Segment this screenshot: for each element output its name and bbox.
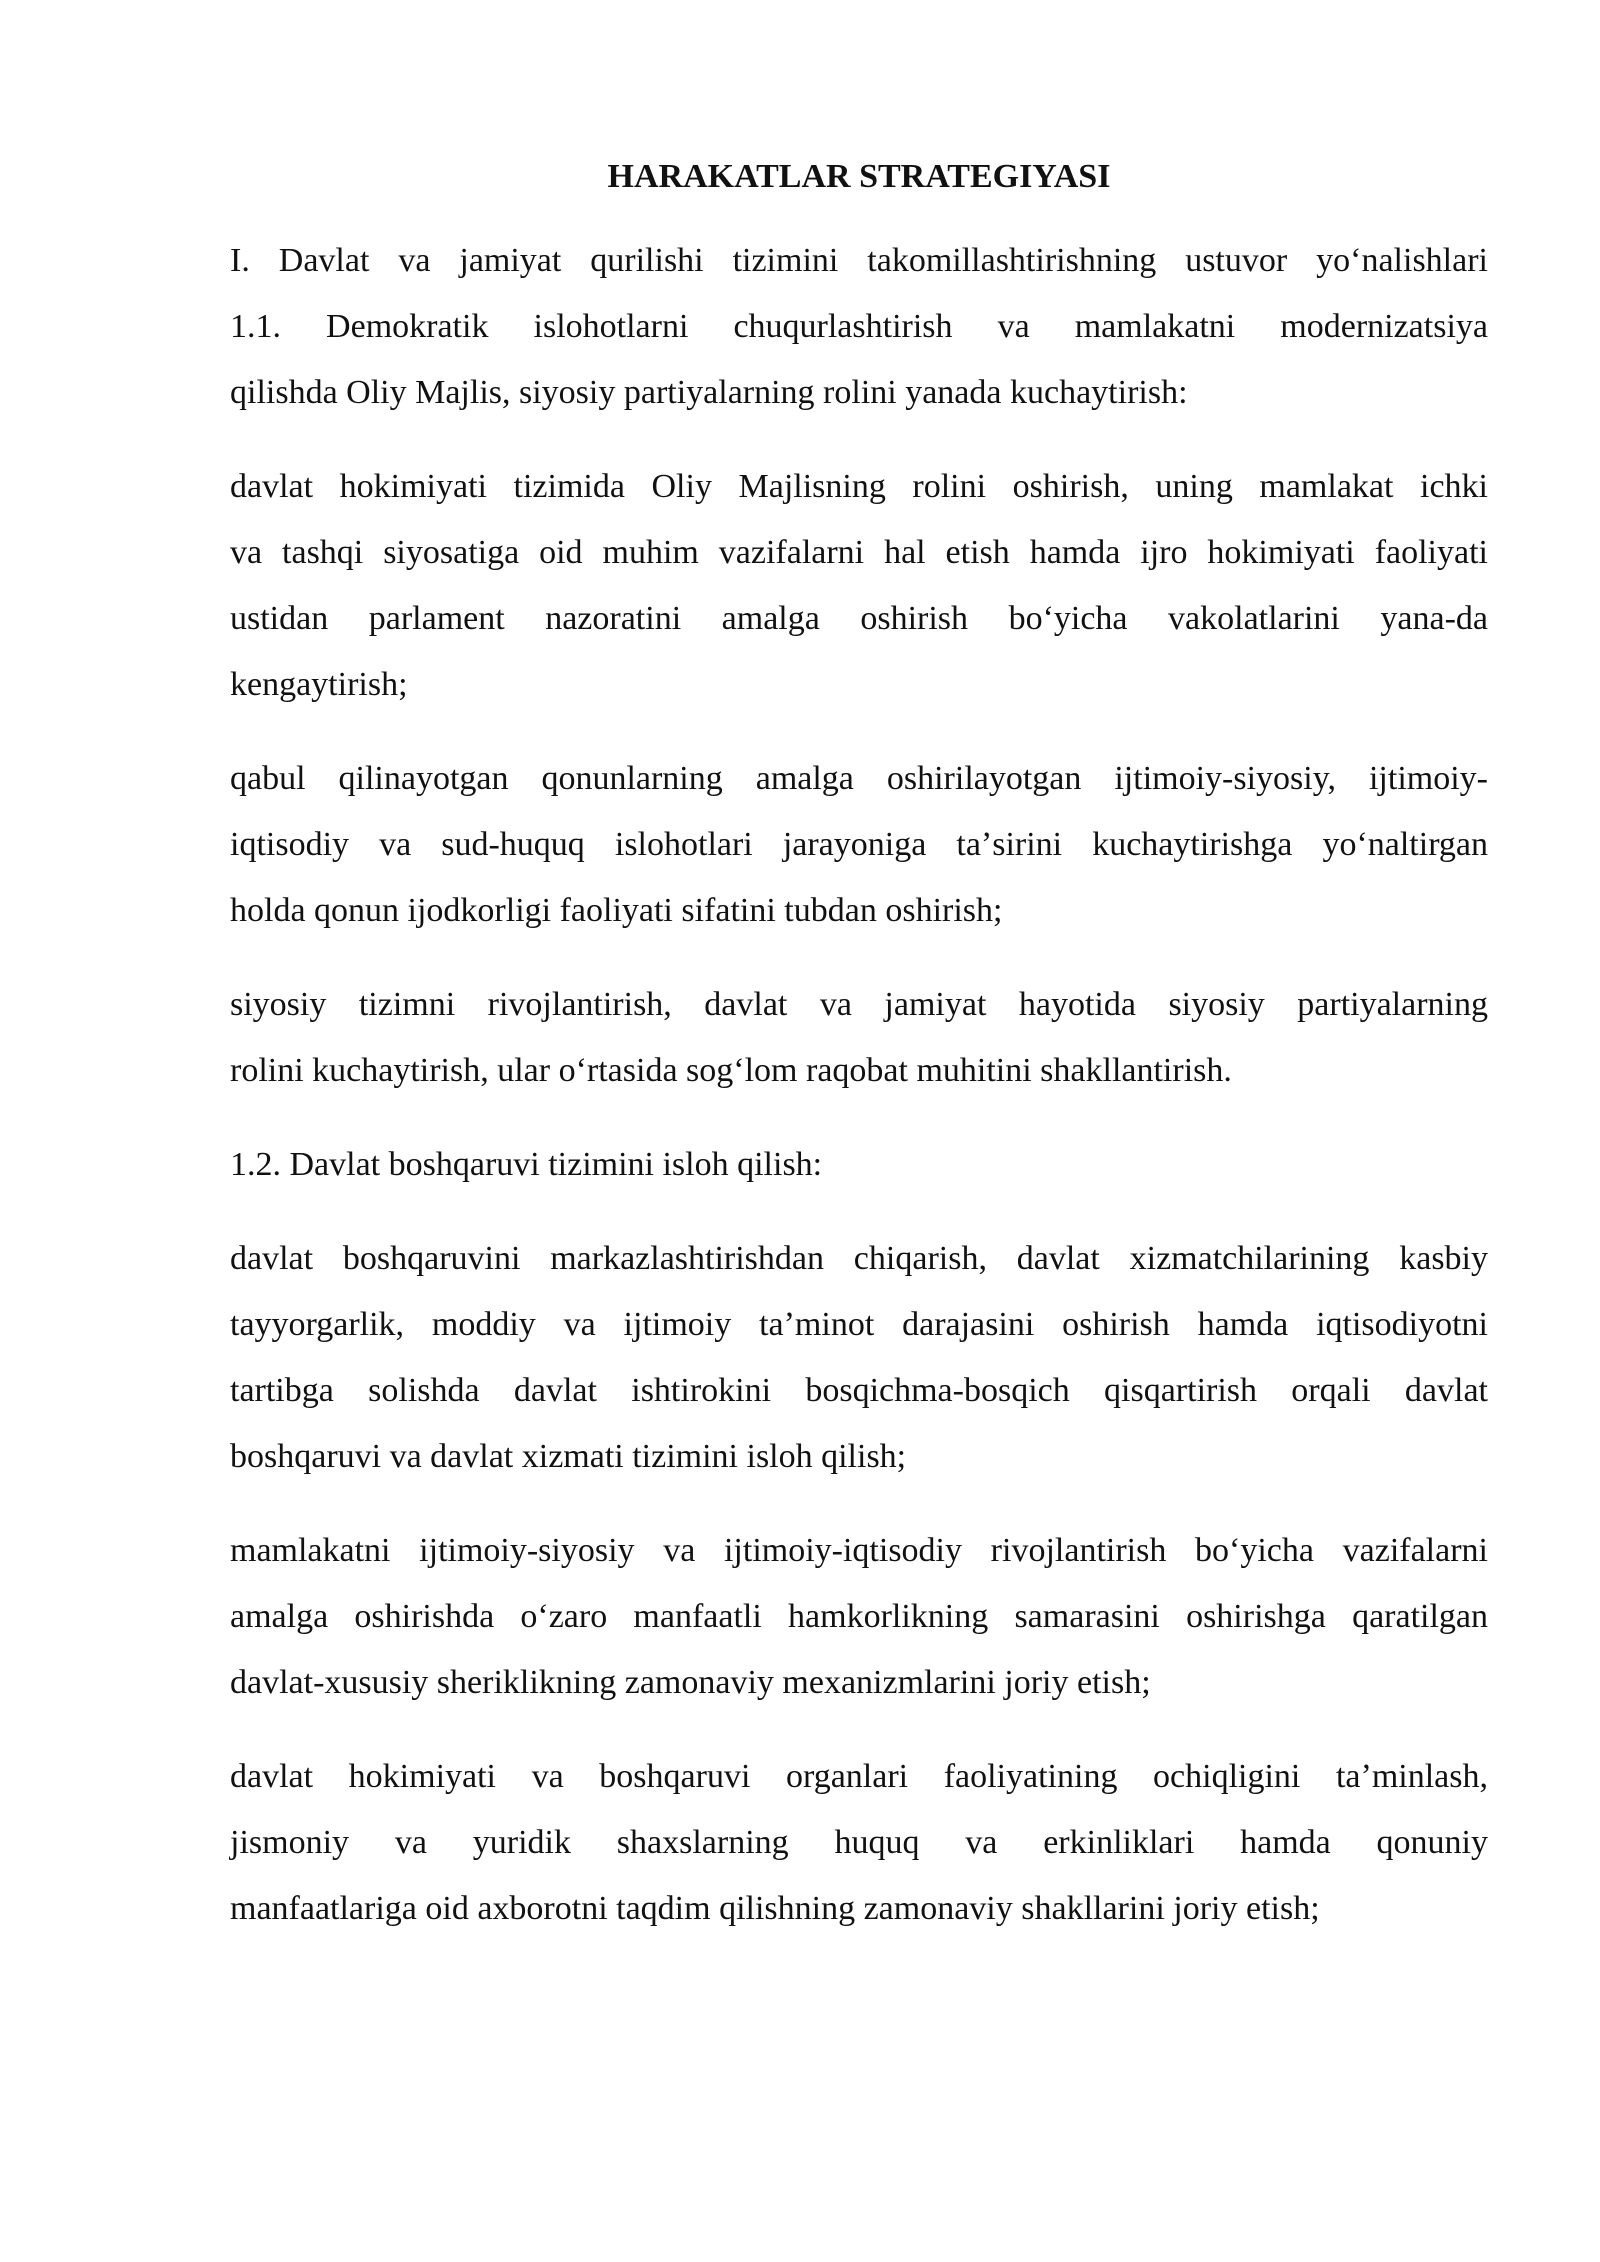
paragraph-line: boshqaruvi va davlat xizmati tizimini isloh qilish; xyxy=(230,1438,907,1475)
paragraph-line: mamlakatni ijtimoiy-siyosiy va ijtimoiy-iqtisodiy rivojlantirish boʻyicha vazifalarni xyxy=(230,1532,1488,1569)
paragraph-line: I. Davlat va jamiyat qurilishi tizimini takomillashtirishning ustuvor yoʻnalishlari xyxy=(230,242,1488,279)
paragraph xyxy=(230,746,1488,944)
paragraph-line: amalga oshirishda oʻzaro manfaatli hamkorlikning samarasini oshirishga qaratilgan xyxy=(230,1598,1488,1635)
paragraph xyxy=(230,454,1488,718)
paragraph-line: jismoniy va yuridik shaxslarning huquq va erkinliklari hamda qonuniy xyxy=(230,1824,1488,1861)
paragraph-line: manfaatlariga oid axborotni taqdim qilishning zamonaviy shakllarini joriy etish; xyxy=(230,1890,1320,1927)
paragraph-subsection-heading xyxy=(230,1132,1488,1198)
paragraph-line: davlat-xususiy sheriklikning zamonaviy mexanizmlarini joriy etish; xyxy=(230,1664,1151,1701)
paragraph-line: davlat boshqaruvini markazlashtirishdan chiqarish, davlat xizmatchilarining kasbiy xyxy=(230,1240,1488,1277)
paragraph-line: davlat hokimiyati va boshqaruvi organlari faoliyatining ochiqligini taʼminlash, xyxy=(230,1758,1488,1795)
paragraph-line: davlat hokimiyati tizimida Oliy Majlisning rolini oshirish, uning mamlakat ichki xyxy=(230,468,1488,505)
document-body xyxy=(230,148,1488,1970)
paragraph-line: 1.2. Davlat boshqaruvi tizimini isloh qilish: xyxy=(230,1146,823,1183)
paragraph xyxy=(230,972,1488,1104)
document-title: HARAKATLAR STRATEGIYASI xyxy=(607,158,1111,195)
paragraph-line: tayyorgarlik, moddiy va ijtimoiy taʼminot darajasini oshirish hamda iqtisodiyotni xyxy=(230,1306,1488,1343)
paragraph-line: kengaytirish; xyxy=(230,666,408,703)
paragraph-line: iqtisodiy va sud-huquq islohotlari jarayoniga taʼsirini kuchaytirishga yoʻnaltirgan xyxy=(230,826,1488,863)
paragraph xyxy=(230,1226,1488,1490)
paragraph xyxy=(230,1744,1488,1942)
paragraph-line: tartibga solishda davlat ishtirokini bosqichma-bosqich qisqartirish orqali davlat xyxy=(230,1372,1488,1409)
paragraph-line: ustidan parlament nazoratini amalga oshirish boʻyicha vakolatlarini yana-da xyxy=(230,600,1488,637)
paragraph-line: qilishda Oliy Majlis, siyosiy partiyalarning rolini yanada kuchaytirish: xyxy=(230,374,1188,411)
paragraph-line: va tashqi siyosatiga oid muhim vazifalarni hal etish hamda ijro hokimiyati faoliyati xyxy=(230,534,1488,571)
paragraph-line: rolini kuchaytirish, ular oʻrtasida sogʻlom raqobat muhitini shakllantirish. xyxy=(230,1052,1232,1089)
paragraph-section-heading xyxy=(230,228,1488,426)
paragraph xyxy=(230,1518,1488,1716)
paragraph-line: qabul qilinayotgan qonunlarning amalga oshirilayotgan ijtimoiy-siyosiy, ijtimoiy- xyxy=(230,760,1488,797)
paragraph-line: siyosiy tizimni rivojlantirish, davlat va jamiyat hayotida siyosiy partiyalarning xyxy=(230,986,1488,1023)
paragraph-line: holda qonun ijodkorligi faoliyati sifatini tubdan oshirish; xyxy=(230,892,1003,929)
paragraph-line: 1.1. Demokratik islohotlarni chuqurlashtirish va mamlakatni modernizatsiya xyxy=(230,308,1488,345)
